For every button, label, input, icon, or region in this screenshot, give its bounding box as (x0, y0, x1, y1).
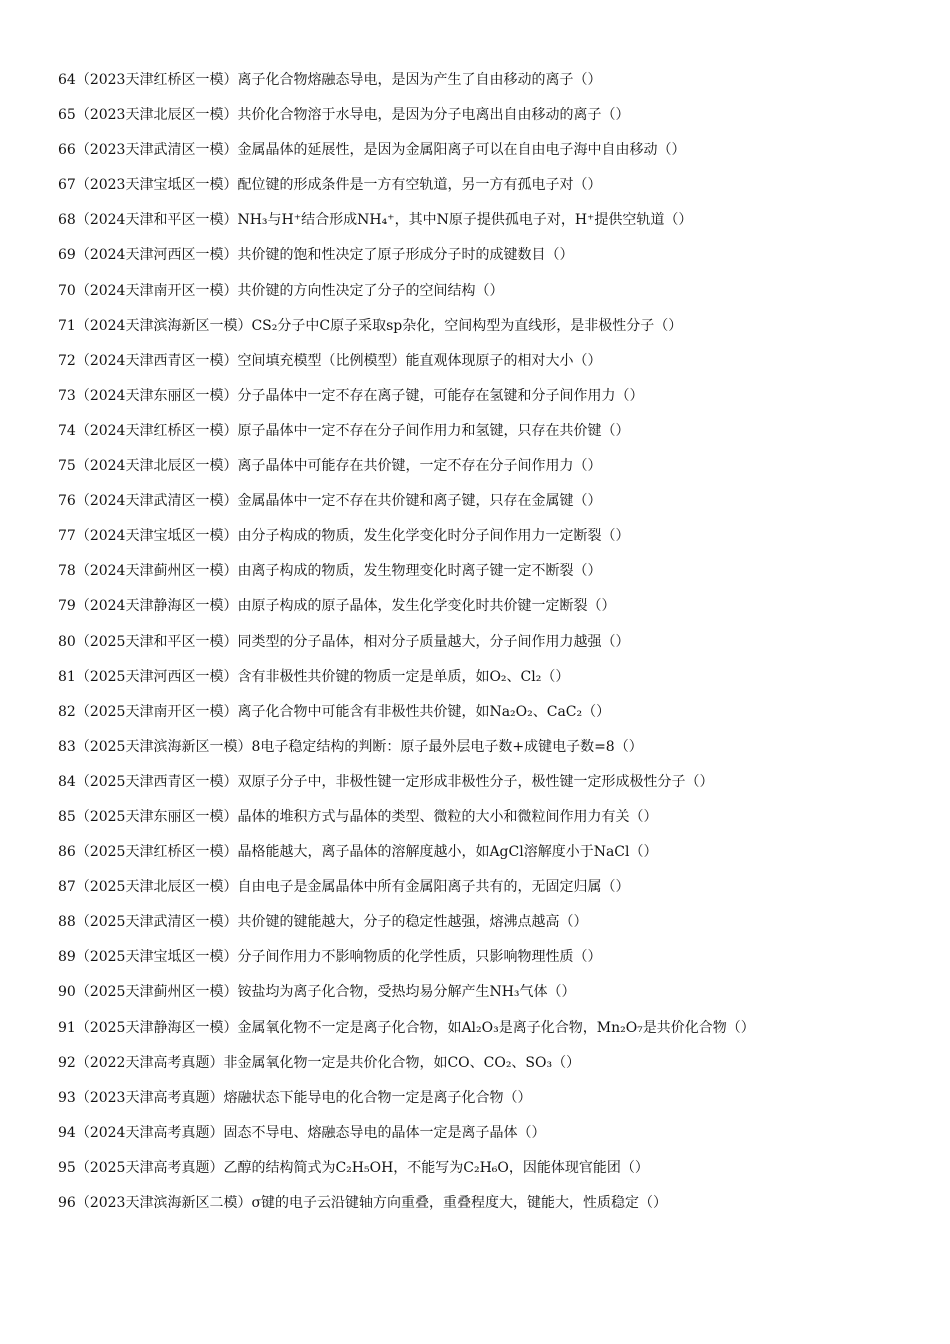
list-item (58, 171, 938, 206)
list-item (58, 136, 938, 171)
list-item (58, 66, 938, 101)
question-text: 94（2024天津高考真题）固态不导电、熔融态导电的晶体一定是离子晶体（） (58, 1124, 546, 1141)
list-item (58, 733, 938, 768)
question-text: 88（2025天津武清区一模）共价键的键能越大，分子的稳定性越强，熔沸点越高（） (58, 914, 588, 931)
question-text: 80（2025天津和平区一模）同类型的分子晶体，相对分子质量越大，分子间作用力越强（） (58, 633, 630, 650)
question-list (58, 66, 938, 1224)
list-item (58, 1154, 938, 1189)
list-item (58, 382, 938, 417)
list-item (58, 487, 938, 522)
list-item (58, 417, 938, 452)
list-item (58, 277, 938, 312)
list-item (58, 1189, 938, 1224)
list-item (58, 698, 938, 733)
question-text: 71（2024天津滨海新区一模）CS₂分子中C原子采取sp杂化，空间构型为直线形，是非极性分子（） (58, 317, 683, 334)
question-text: 79（2024天津静海区一模）由原子构成的原子晶体，发生化学变化时共价键一定断裂（） (58, 598, 616, 615)
question-text: 82（2025天津南开区一模）离子化合物中可能含有非极性共价键，如Na₂O₂、CaC₂（） (58, 703, 611, 720)
question-text: 73（2024天津东丽区一模）分子晶体中一定不存在离子键，可能存在氢键和分子间作用力（） (58, 387, 644, 404)
question-text: 95（2025天津高考真题）乙醇的结构简式为C₂H₅OH，不能写为C₂H₆O，因能体现官能团（） (58, 1159, 649, 1176)
list-item (58, 1084, 938, 1119)
list-item (58, 557, 938, 592)
question-text: 92（2022天津高考真题）非金属氧化物一定是共价化合物，如CO、CO₂、SO₃（） (58, 1054, 581, 1071)
list-item (58, 347, 938, 382)
question-text: 90（2025天津蓟州区一模）铵盐均为离子化合物，受热均易分解产生NH₃气体（） (58, 984, 576, 1001)
question-text: 66（2023天津武清区一模）金属晶体的延展性，是因为金属阳离子可以在自由电子海中自由移动（） (58, 142, 686, 159)
list-item (58, 101, 938, 136)
question-text: 86（2025天津红桥区一模）晶格能越大，离子晶体的溶解度越小，如AgCl溶解度小于NaCl（） (58, 844, 658, 861)
list-item (58, 1119, 938, 1154)
question-text: 68（2024天津和平区一模）NH₃与H⁺结合形成NH₄⁺，其中N原子提供孤电子对，H⁺提供空轨道（） (58, 212, 693, 229)
question-text: 87（2025天津北辰区一模）自由电子是金属晶体中所有金属阳离子共有的，无固定归属（） (58, 879, 630, 896)
question-text: 91（2025天津静海区一模）金属氧化物不一定是离子化合物，如Al₂O₃是离子化合物，Mn₂O₇是共价化合物（） (58, 1019, 755, 1036)
question-text: 69（2024天津河西区一模）共价键的饱和性决定了原子形成分子时的成键数目（） (58, 247, 574, 264)
question-text: 74（2024天津红桥区一模）原子晶体中一定不存在分子间作用力和氢键，只存在共价键（） (58, 422, 630, 439)
list-item (58, 592, 938, 627)
list-item (58, 803, 938, 838)
question-text: 72（2024天津西青区一模）空间填充模型（比例模型）能直观体现原子的相对大小（） (58, 352, 602, 369)
question-text: 96（2023天津滨海新区二模）σ键的电子云沿键轴方向重叠，重叠程度大，键能大，性质稳定（） (58, 1195, 667, 1211)
list-item (58, 241, 938, 276)
question-text: 78（2024天津蓟州区一模）由离子构成的物质，发生物理变化时离子键一定不断裂（） (58, 563, 602, 580)
list-item (58, 908, 938, 943)
list-item (58, 838, 938, 873)
list-item (58, 663, 938, 698)
question-text: 76（2024天津武清区一模）金属晶体中一定不存在共价键和离子键，只存在金属键（） (58, 493, 602, 510)
list-item (58, 522, 938, 557)
list-item (58, 206, 938, 241)
list-item (58, 943, 938, 978)
list-item (58, 628, 938, 663)
question-text: 64（2023天津红桥区一模）离子化合物熔融态导电，是因为产生了自由移动的离子（） (58, 72, 602, 88)
list-item (58, 452, 938, 487)
question-text: 70（2024天津南开区一模）共价键的方向性决定了分子的空间结构（） (58, 282, 504, 299)
question-text: 65（2023天津北辰区一模）共价化合物溶于水导电，是因为分子电离出自由移动的离子（） (58, 107, 630, 124)
list-item (58, 978, 938, 1013)
question-text: 84（2025天津西青区一模）双原子分子中，非极性键一定形成非极性分子，极性键一定形成极性分子（） (58, 773, 714, 790)
list-item (58, 1014, 938, 1049)
question-text: 75（2024天津北辰区一模）离子晶体中可能存在共价键，一定不存在分子间作用力（） (58, 458, 602, 475)
list-item (58, 1049, 938, 1084)
question-text: 81（2025天津河西区一模）含有非极性共价键的物质一定是单质，如O₂、Cl₂（） (58, 668, 570, 685)
question-text: 93（2023天津高考真题）熔融状态下能导电的化合物一定是离子化合物（） (58, 1089, 532, 1106)
question-text: 77（2024天津宝坻区一模）由分子构成的物质，发生化学变化时分子间作用力一定断裂（） (58, 528, 630, 545)
question-text: 85（2025天津东丽区一模）晶体的堆积方式与晶体的类型、微粒的大小和微粒间作用力有关（） (58, 808, 658, 825)
list-item (58, 873, 938, 908)
question-text: 89（2025天津宝坻区一模）分子间作用力不影响物质的化学性质，只影响物理性质（） (58, 949, 602, 966)
list-item (58, 312, 938, 347)
question-text: 83（2025天津滨海新区一模）8电子稳定结构的判断：原子最外层电子数+成键电子数=8（） (58, 738, 643, 755)
question-text: 67（2023天津宝坻区一模）配位键的形成条件是一方有空轨道，另一方有孤电子对（） (58, 177, 602, 194)
list-item (58, 768, 938, 803)
